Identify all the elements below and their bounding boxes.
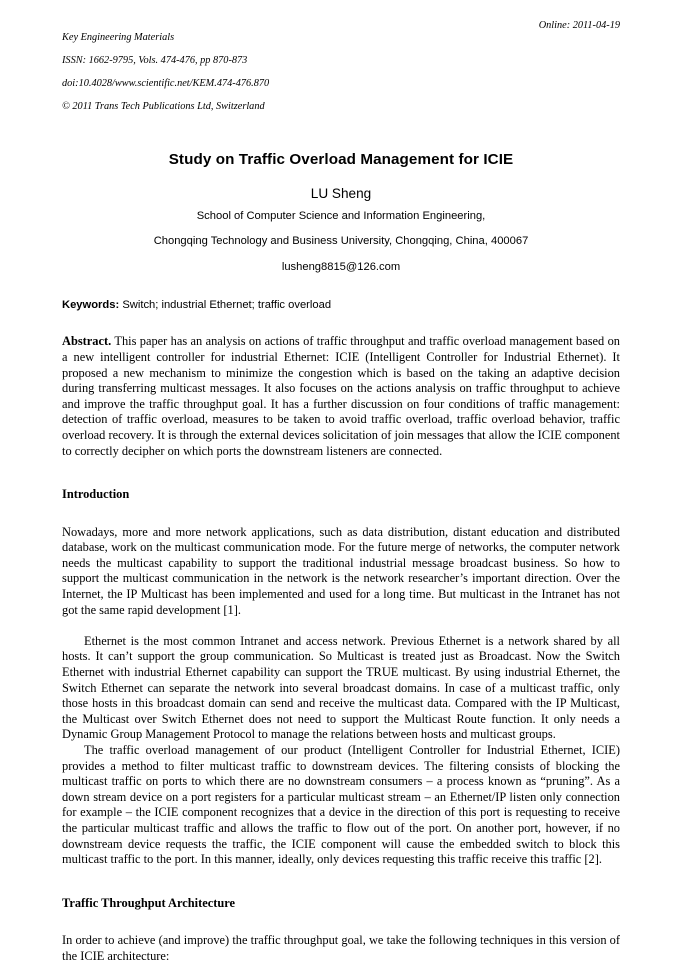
online-publication-date: Online: 2011-04-19 [538, 20, 620, 31]
copyright-line: © 2011 Trans Tech Publications Ltd, Switzerland [62, 101, 265, 113]
keywords-label: Keywords: [62, 299, 120, 312]
issn-volume-pages: ISSN: 1662-9795, Vols. 474-476, pp 870-873 [62, 54, 248, 66]
paragraph-intro-3: The traffic overload management of our product (Intelligent Controller for Industrial Ethernet, ICIE) provides a method to filter multicast traffic to downstream devices. The filtering consists of blocking the multicast traffic on ports to which there are no downstream consumers – a process known as “pruning”. As a down stream device on a port registers for a particular multicast stream – an Ethernet/IP listen only connection for example – the ICIE component recognizes that a device in the direction of this port is requesting to receive the particular multicast traffic and allows the traffic to flow out of the port. On another port, however, if no downstream device requests the traffic, the ICIE component will cause the embedded switch to block this multicast traffic to the port. In this manner, ideally, only devices requesting this traffic receive this traffic [2]. [62, 743, 620, 867]
author-affiliation-line-1: School of Computer Science and Information Engineering, [196, 210, 486, 223]
abstract-label: Abstract. [62, 334, 112, 349]
doi-line: doi:10.4028/www.scientific.net/KEM.474-476.870 [62, 77, 270, 89]
keywords-value: Switch; industrial Ethernet; traffic overload [122, 299, 332, 312]
paragraph-architecture-1: In order to achieve (and improve) the traffic throughput goal, we take the following techniques in this version of the ICIE architecture: [62, 933, 620, 963]
author-email: lusheng8815@126.com [281, 261, 401, 274]
masthead-journal-info [62, 20, 269, 124]
abstract-block [62, 334, 620, 459]
section-heading-traffic-throughput-architecture: Traffic Throughput Architecture [62, 895, 236, 910]
paper-title: Study on Traffic Overload Management for ICIE [168, 151, 514, 169]
paragraph-intro-1: Nowadays, more and more network applications, such as data distribution, distant education and distributed database, work on the multicast communication mode. For the future merge of networks, the computer network needs the multicast capability to support the traditional industrial message broadcast business. So how to support the multicast communication in the network is the network researcher’s important direction. Over the Internet, the IP Multicast has been implemented and used for a long time. But multicast in the Intranet has not got the same rapid development [1]. [62, 524, 620, 617]
section-heading-introduction: Introduction [62, 487, 130, 502]
author-name: LU Sheng [310, 186, 372, 202]
abstract-text: This paper has an analysis on actions of traffic throughput and traffic overload management based on a new intelligent controller for industrial Ethernet: ICIE (Intelligent Controller for Industrial Ethernet). It proposed a new mechanism to minimize the congestion which is based on the taking an adaptive decision during transferring multicast messages. It also focuses on the actions analysis on traffic throughput to achieve and improve the traffic throughput goal. It has a further discussion on four conditions of traffic management: detection of traffic overload, measures to be taken to avoid traffic overload, traffic overload behavior, traffic overload recovery. It is through the external devices solicitation of join messages that allow the ICIE component to correctly decipher on which ports the downstream listeners are connected. [62, 334, 620, 458]
author-affiliation-line-2: Chongqing Technology and Business University, Chongqing, China, 400067 [153, 235, 529, 248]
paragraph-intro-2: Ethernet is the most common Intranet and access network. Previous Ethernet is a network shared by all hosts. It can’t support the group communication. So Multicast is treated just as Broadcast. Now the Switch Ethernet with industrial Ethernet capability can support the TRUE multicast. By using industrial Ethernet, the Switch Ethernet can separate the network into several broadcast domains. In case of a multicast traffic, only those hosts in this broadcast domain can send and receive the multicast data. Compared with the IP Multicast, the Multicast over Switch Ethernet does not need to support the Multicast Route function. It only needs a Dynamic Group Management Protocol to manage the relations between hosts and multicast groups. [62, 633, 620, 742]
masthead [62, 20, 620, 124]
journal-name: Key Engineering Materials [62, 31, 175, 43]
keywords-line [62, 298, 620, 312]
